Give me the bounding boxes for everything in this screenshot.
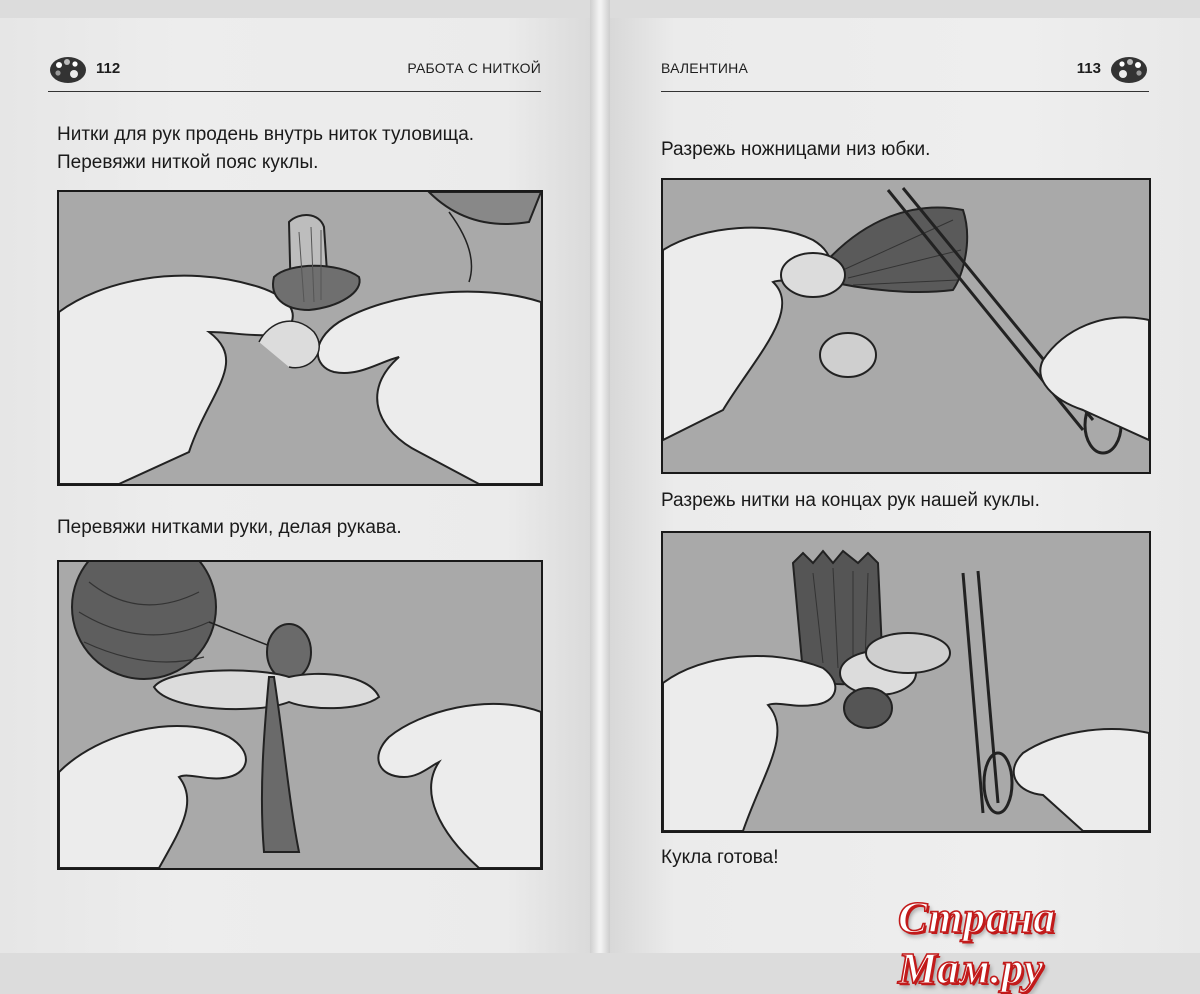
instruction-text: Перевяжи нитками руки, делая рукава. — [57, 517, 402, 538]
left-page-header — [48, 60, 541, 86]
right-page — [603, 18, 1200, 953]
illustration-panel-tie-arms — [57, 560, 543, 870]
hands-tying-arms-illustration — [59, 562, 541, 868]
illustration-panel-cut-skirt — [661, 178, 1151, 474]
hands-tying-waist-illustration — [59, 192, 541, 484]
instruction-text — [57, 121, 474, 177]
illustration-panel-tie-waist — [57, 190, 543, 486]
right-page-header — [661, 60, 1149, 86]
left-page — [0, 18, 597, 953]
book-gutter — [590, 0, 610, 953]
instruction-text: Разрежь ножницами низ юбки. — [661, 139, 931, 160]
page-number-right: 113 — [1076, 60, 1101, 77]
illustration-panel-cut-arms — [661, 531, 1151, 833]
instruction-line: Нитки для рук продень внутрь ниток туловища. — [57, 124, 475, 145]
header-rule — [661, 91, 1149, 92]
running-title-right: ВАЛЕНТИНА — [661, 60, 749, 76]
watermark-logo: Страна Мам.ру — [898, 893, 1056, 993]
instruction-text: Разрежь нитки на концах рук нашей куклы. — [661, 490, 1040, 511]
instruction-line: Перевяжи ниткой пояс куклы. — [57, 152, 319, 173]
instruction-text: Кукла готова! — [661, 847, 779, 868]
palette-icon — [48, 54, 88, 86]
page-number-left: 112 — [96, 60, 121, 77]
running-title-left: РАБОТА С НИТКОЙ — [407, 60, 541, 76]
palette-icon — [1109, 54, 1149, 86]
header-rule — [48, 91, 541, 92]
scissors-cutting-skirt-illustration — [663, 180, 1149, 472]
scissors-cutting-arms-illustration — [663, 533, 1149, 831]
